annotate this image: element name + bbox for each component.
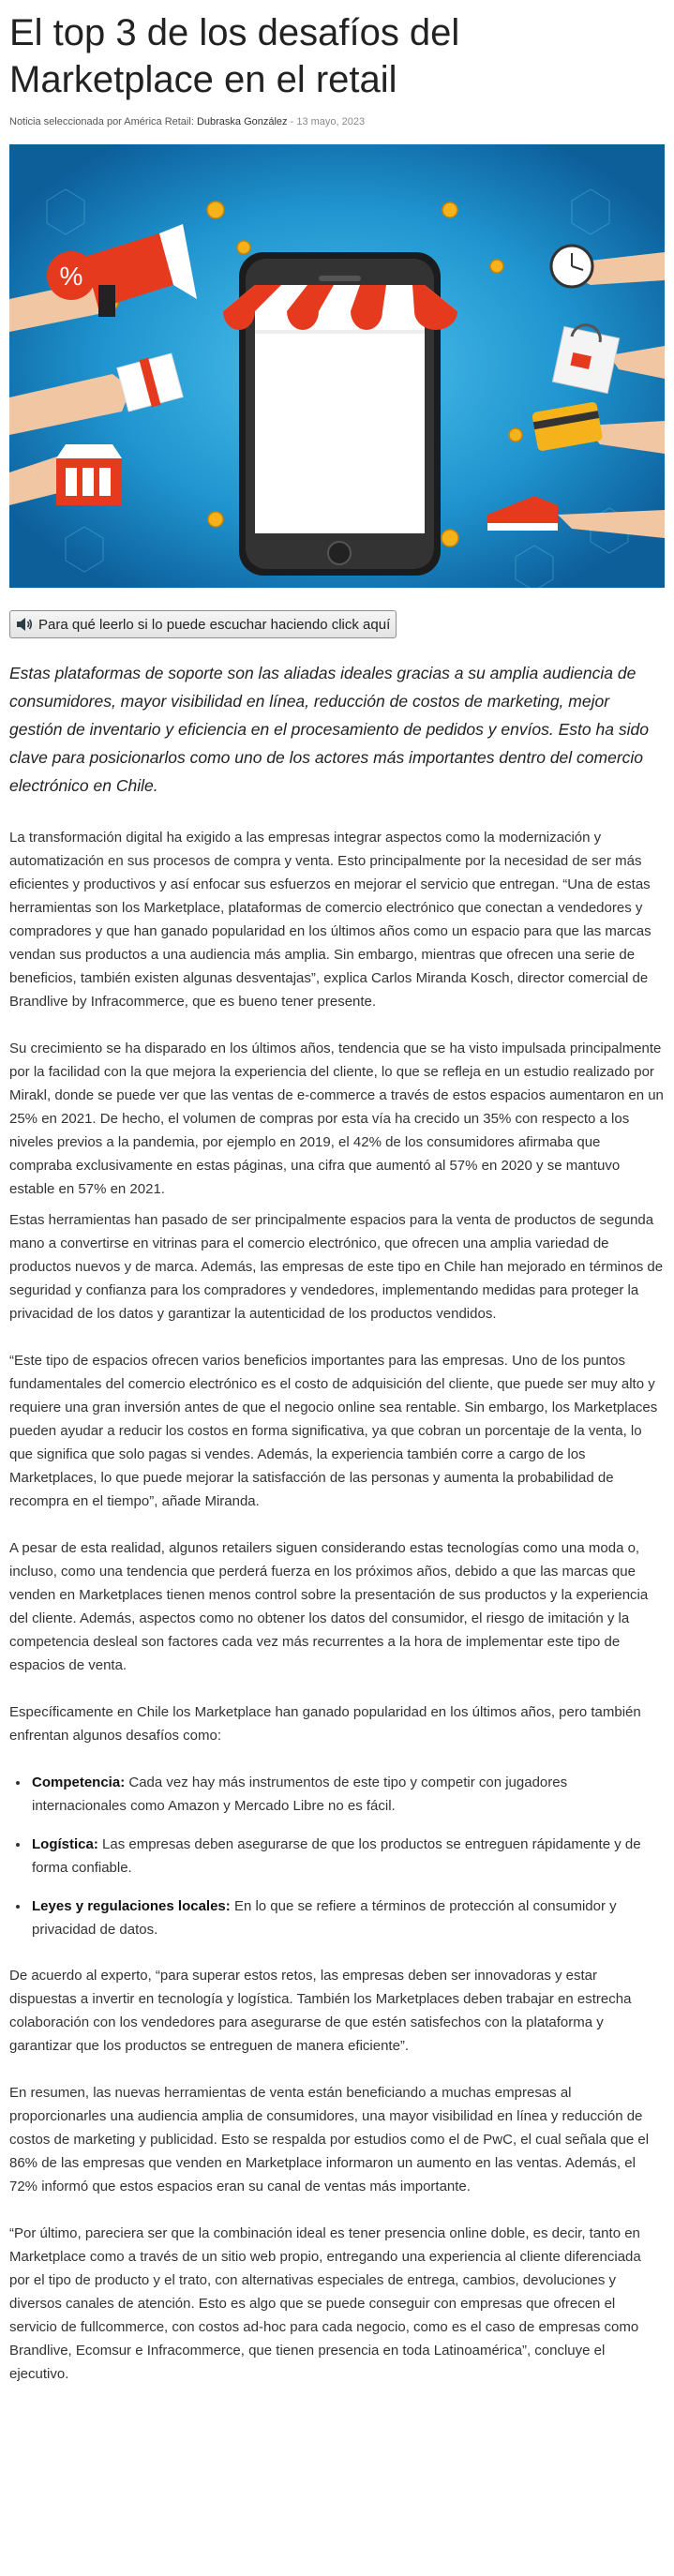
byline	[9, 116, 665, 127]
challenge-text: En lo que se refiere a términos de protección al consumidor y privacidad de datos.	[32, 1898, 617, 1938]
paragraph: Específicamente en Chile los Marketplace han ganado popularidad en los últimos años, pero también enfrentan algunos desafíos como:	[9, 1704, 641, 1744]
byline-separator: -	[290, 116, 294, 127]
paragraph: “Por último, pareciera ser que la combinación ideal es tener presencia online doble, es decir, tanto en Marketplace como a través de un sitio web propio, entregando una experiencia al cliente diferenciada por el tipo de producto y el trato, con alternativas especiales de entrega, cambios, devoluciones y diversos canales de atención. Esto es algo que se puede conseguir con empresas que ofrecen el servicio de fullcommerce, con costos ad-hoc para cada negocio, como es el caso de empresas como Brandlive, Ecomsur e Infracommerce, que tienen presencia en toda Latinoamérica”, concluye el ejecutivo.	[9, 2225, 641, 2382]
listen-audio-button[interactable]	[9, 610, 397, 638]
paragraph: Su crecimiento se ha disparado en los últimos años, tendencia que se ha visto impulsada principalmente por la facilidad con la que mejora la experiencia del cliente, lo que se refleja en un estudio realizado por Mirakl, donde se puede ver que las ventas de e-commerce a través de estos espacios aumentaron en un 25% en 2021. De hecho, el volumen de compras por esta vía ha crecido un 35% con respecto a los niveles previos a la pandemia, por ejemplo en 2019, el 42% de los consumidores afirmaba que compraba exclusivamente en estas páginas, una cifra que aumentó al 57% en 2020 y se mantuvo estable en 57% en 2021.	[9, 1041, 664, 1197]
byline-author[interactable]: Dubraska González	[196, 116, 288, 127]
list-item	[30, 1895, 665, 1941]
listen-audio-label: Para qué leerlo si lo puede escuchar haciendo click aquí	[38, 616, 391, 633]
hero-image	[9, 144, 665, 588]
byline-prefix: Noticia seleccionada por América Retail:	[9, 116, 194, 127]
challenge-text: Cada vez hay más instrumentos de este tipo y competir con jugadores internacionales como Amazon y Mercado Libre no es fácil.	[32, 1775, 568, 1814]
paragraph: “Este tipo de espacios ofrecen varios beneficios importantes para las empresas. Uno de los puntos fundamentales del comercio electrónico es el costo de adquisición del cliente, que puede ser muy alto y requiere una gran inversión antes de que el negocio online sea rentable. Sin embargo, los Marketplaces pueden ayudar a reducir los costos en forma significativa, ya que cobran un porcentaje de la venta, lo que significa que solo pagas si vendes. Además, la experiencia también corre a cargo de los Marketplaces, lo que puede mejorar la satisfacción de las personas y aumenta la probabilidad de recompra en el tiempo”, añade Miranda.	[9, 1353, 658, 1509]
svg-text:%: %	[59, 262, 83, 291]
paragraph: La transformación digital ha exigido a las empresas integrar aspectos como la modernización y automatización en sus procesos de compra y venta. Esto principalmente por la necesidad de ser más eficientes y productivos y así enfocar sus esfuerzos en mejorar el servicio que entregan. “Una de estas herramientas son los Marketplace, plataformas de comercio electrónico que conectan a vendedores y compradores y que han ganado popularidad en los últimos años como un espacio para que las marcas vendan sus productos a una audiencia más amplia. Sin embargo, mientras que ofrecen una serie de beneficios, también existen algunas desventajas”, explica Carlos Miranda Kosch, director comercial de Brandlive by Infracommerce, que es bueno tener presente.	[9, 830, 652, 1010]
challenges-list	[9, 1771, 665, 1941]
challenge-text: Las empresas deben asegurarse de que los productos se entreguen rápidamente y de forma confiable.	[32, 1836, 641, 1876]
challenge-term: Logística:	[32, 1836, 98, 1852]
list-item	[30, 1771, 665, 1818]
challenge-term: Leyes y regulaciones locales:	[32, 1898, 231, 1914]
article-title: El top 3 de los desafíos del Marketplace en el retail	[9, 12, 460, 100]
list-item	[30, 1833, 665, 1880]
article-lead: Estas plataformas de soporte son las aliadas ideales gracias a su amplia audiencia de consumidores, mayor visibilidad en línea, reducción de costos de marketing, mejor gestión de inventario y eficiencia en el procesamiento de pedidos y envíos. Esto ha sido clave para posicionarlos como uno de los actores más importantes dentro del comercio electrónico en Chile.	[9, 664, 649, 795]
paragraph: Estas herramientas han pasado de ser principalmente espacios para la venta de productos de segunda mano a convertirse en vitrinas para el comercio electrónico, que ofrecen una amplia variedad de productos nuevos y de marca. Además, las empresas de este tipo en Chile han mejorado en términos de seguridad y confianza para los compradores y vendedores, implementando medidas para proteger la privacidad de los datos y garantizar la autenticidad de los productos vendidos.	[9, 1212, 664, 1322]
byline-date: 13 mayo, 2023	[296, 116, 366, 127]
speaker-icon	[16, 617, 33, 632]
challenge-term: Competencia:	[32, 1775, 126, 1790]
paragraph: En resumen, las nuevas herramientas de venta están beneficiando a muchas empresas al proporcionarles una audiencia amplia de consumidores, una mayor visibilidad en línea y reducción de costos de marketing y publicidad. Esto se respalda por estudios como el de PwC, el cual señala que el 86% de las empresas que venden en Marketplace informaron un aumento en las ventas. Además, el 72% informó que estos espacios eran su canal de ventas más importante.	[9, 2085, 650, 2194]
paragraph: De acuerdo al experto, “para superar estos retos, las empresas deben ser innovadoras y estar dispuestas a invertir en tecnología y logística. También los Marketplaces deben trabajar en estrecha colaboración con los vendedores para asegurarse de que estén satisfechos con la plataforma y garantizar que los productos se entreguen de manera eficiente”.	[9, 1968, 632, 2054]
paragraph: A pesar de esta realidad, algunos retailers siguen considerando estas tecnologías como una moda o, incluso, como una tendencia que perderá fuerza en los próximos años, debido a que las marcas que venden en Marketplaces tienen menos control sobre la presentación de sus productos y la experiencia del cliente. Además, aspectos como no obtener los datos del consumidor, el riesgo de imitación y la competencia desleal son factores cada vez más recurrentes a la hora de implementar este tipo de espacios de venta.	[9, 1540, 649, 1673]
